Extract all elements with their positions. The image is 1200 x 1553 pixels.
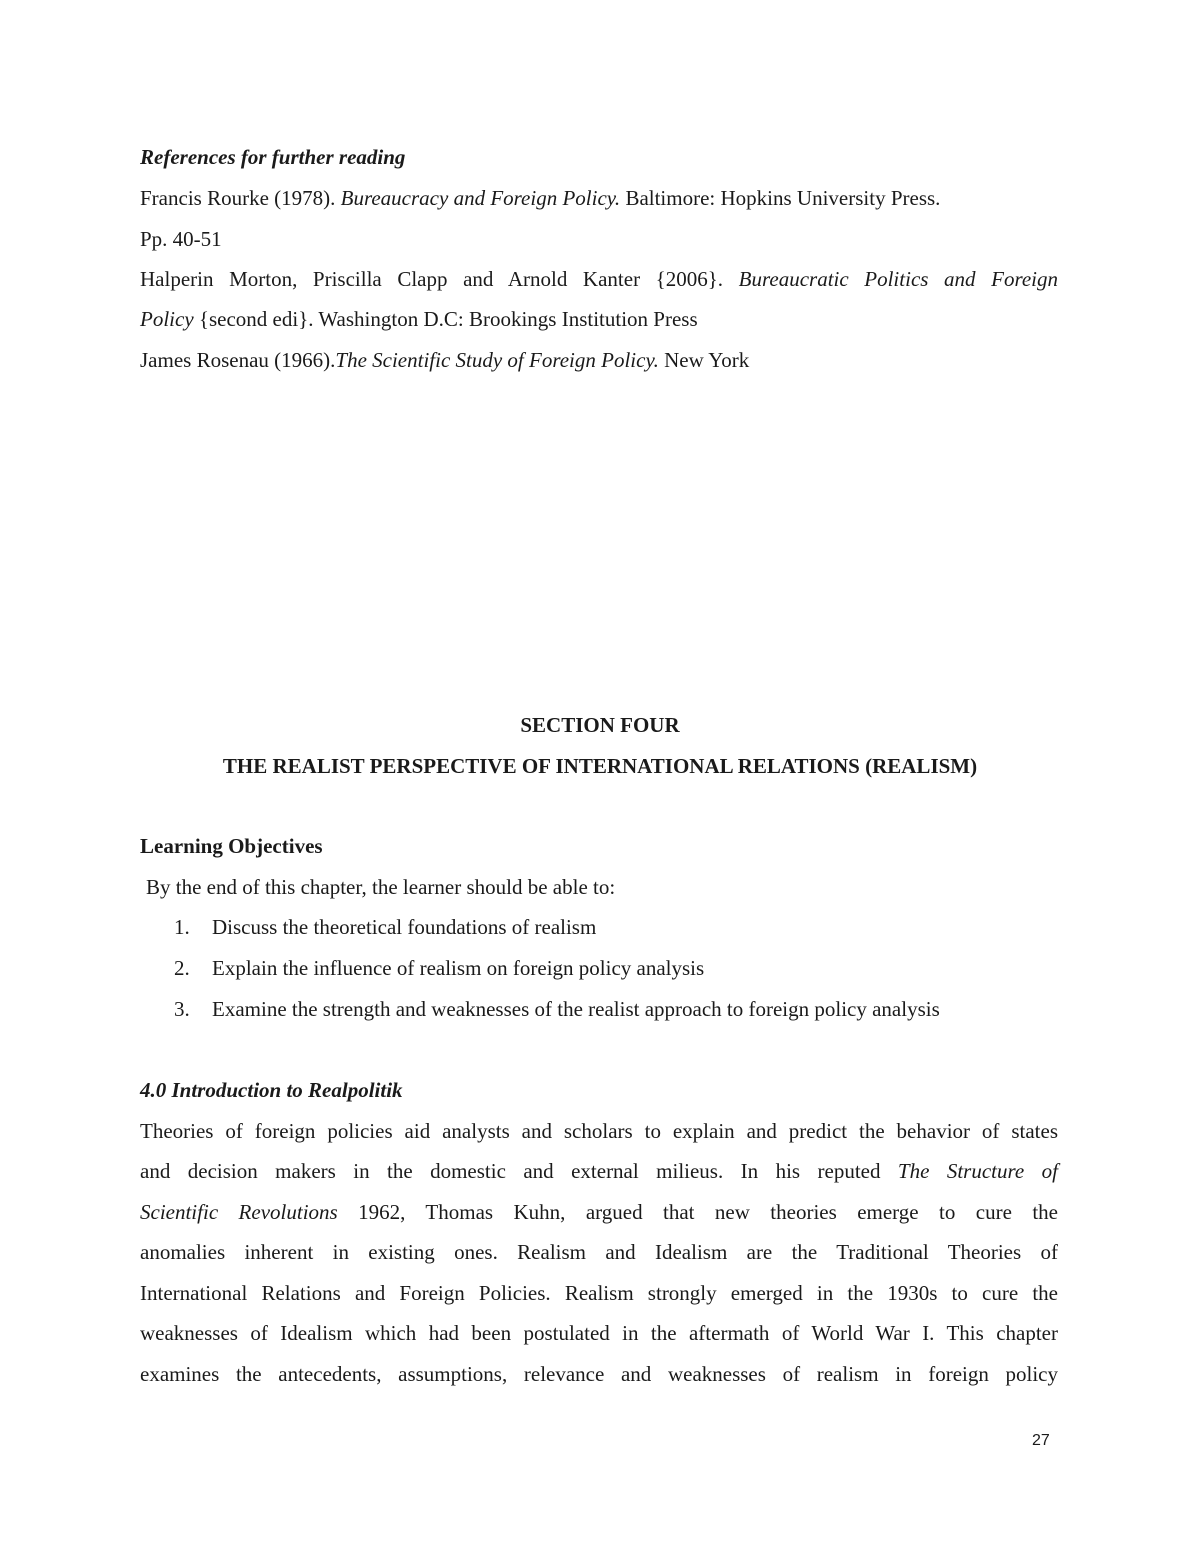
reference-item-2: [140, 266, 1058, 292]
reference-publisher: Baltimore: Hopkins University Press.: [620, 186, 941, 210]
reference-author: Halperin Morton, Priscilla Clapp and Arnold Kanter {2006}.: [140, 267, 739, 291]
section-label: SECTION FOUR: [520, 713, 680, 737]
reference-publisher: New York: [658, 348, 750, 372]
paragraph-line: [140, 1199, 1058, 1225]
paragraph-line: [140, 1158, 1058, 1184]
list-text: Discuss the theoretical foundations of realism: [212, 915, 597, 939]
paragraph-line: International Relations and Foreign Policies. Realism strongly emerged in the 1930s to cure the: [140, 1281, 1058, 1305]
section-title: THE REALIST PERSPECTIVE OF INTERNATIONAL RELATIONS (REALISM): [222, 754, 978, 778]
reference-title: Bureaucratic Politics and Foreign: [738, 267, 1058, 291]
objectives-intro: By the end of this chapter, the learner should be able to:: [146, 875, 616, 899]
list-item: [174, 955, 940, 996]
reference-item-3: [140, 347, 749, 373]
paragraph-text: and decision makers in the domestic and external milieus. In his reputed: [140, 1159, 898, 1183]
list-text: Explain the influence of realism on foreign policy analysis: [212, 956, 705, 980]
paragraph-line: Theories of foreign policies aid analysts and scholars to explain and predict the behavior of states: [140, 1119, 1058, 1143]
book-title: The Structure of: [897, 1159, 1058, 1183]
objectives-list: [174, 914, 940, 1037]
reference-item-2-cont: [140, 306, 698, 332]
list-number: 1.: [174, 915, 190, 939]
intro-heading: 4.0 Introduction to Realpolitik: [140, 1078, 403, 1102]
reference-pages: Pp. 40-51: [140, 227, 222, 251]
list-text: Examine the strength and weaknesses of the realist approach to foreign policy analysis: [212, 997, 940, 1021]
reference-title-cont: Policy: [140, 307, 194, 331]
reference-title: Bureaucracy and Foreign Policy.: [340, 186, 621, 210]
reference-publisher: {second edi}. Washington D.C: Brookings Institution Press: [193, 307, 698, 331]
book-title-cont: Scientific Revolutions: [140, 1200, 338, 1224]
paragraph-line: anomalies inherent in existing ones. Realism and Idealism are the Traditional Theories of: [140, 1240, 1058, 1264]
list-item: [174, 996, 940, 1037]
list-number: 2.: [174, 956, 190, 980]
objectives-heading: Learning Objectives: [140, 834, 323, 858]
reference-item-1: [140, 185, 940, 211]
reference-author: Francis Rourke (1978).: [140, 186, 341, 210]
list-number: 3.: [174, 997, 190, 1021]
reference-author: James Rosenau (1966).: [140, 348, 336, 372]
paragraph-line: examines the antecedents, assumptions, relevance and weaknesses of realism in foreign policy: [140, 1362, 1058, 1386]
paragraph-line: weaknesses of Idealism which had been postulated in the aftermath of World War I. This chapter: [140, 1321, 1058, 1345]
page-number: 27: [1032, 1432, 1050, 1449]
paragraph-text: 1962, Thomas Kuhn, argued that new theories emerge to cure the: [337, 1200, 1058, 1224]
list-item: [174, 914, 940, 955]
reference-title: The Scientific Study of Foreign Policy.: [335, 348, 659, 372]
references-heading: References for further reading: [140, 145, 406, 169]
